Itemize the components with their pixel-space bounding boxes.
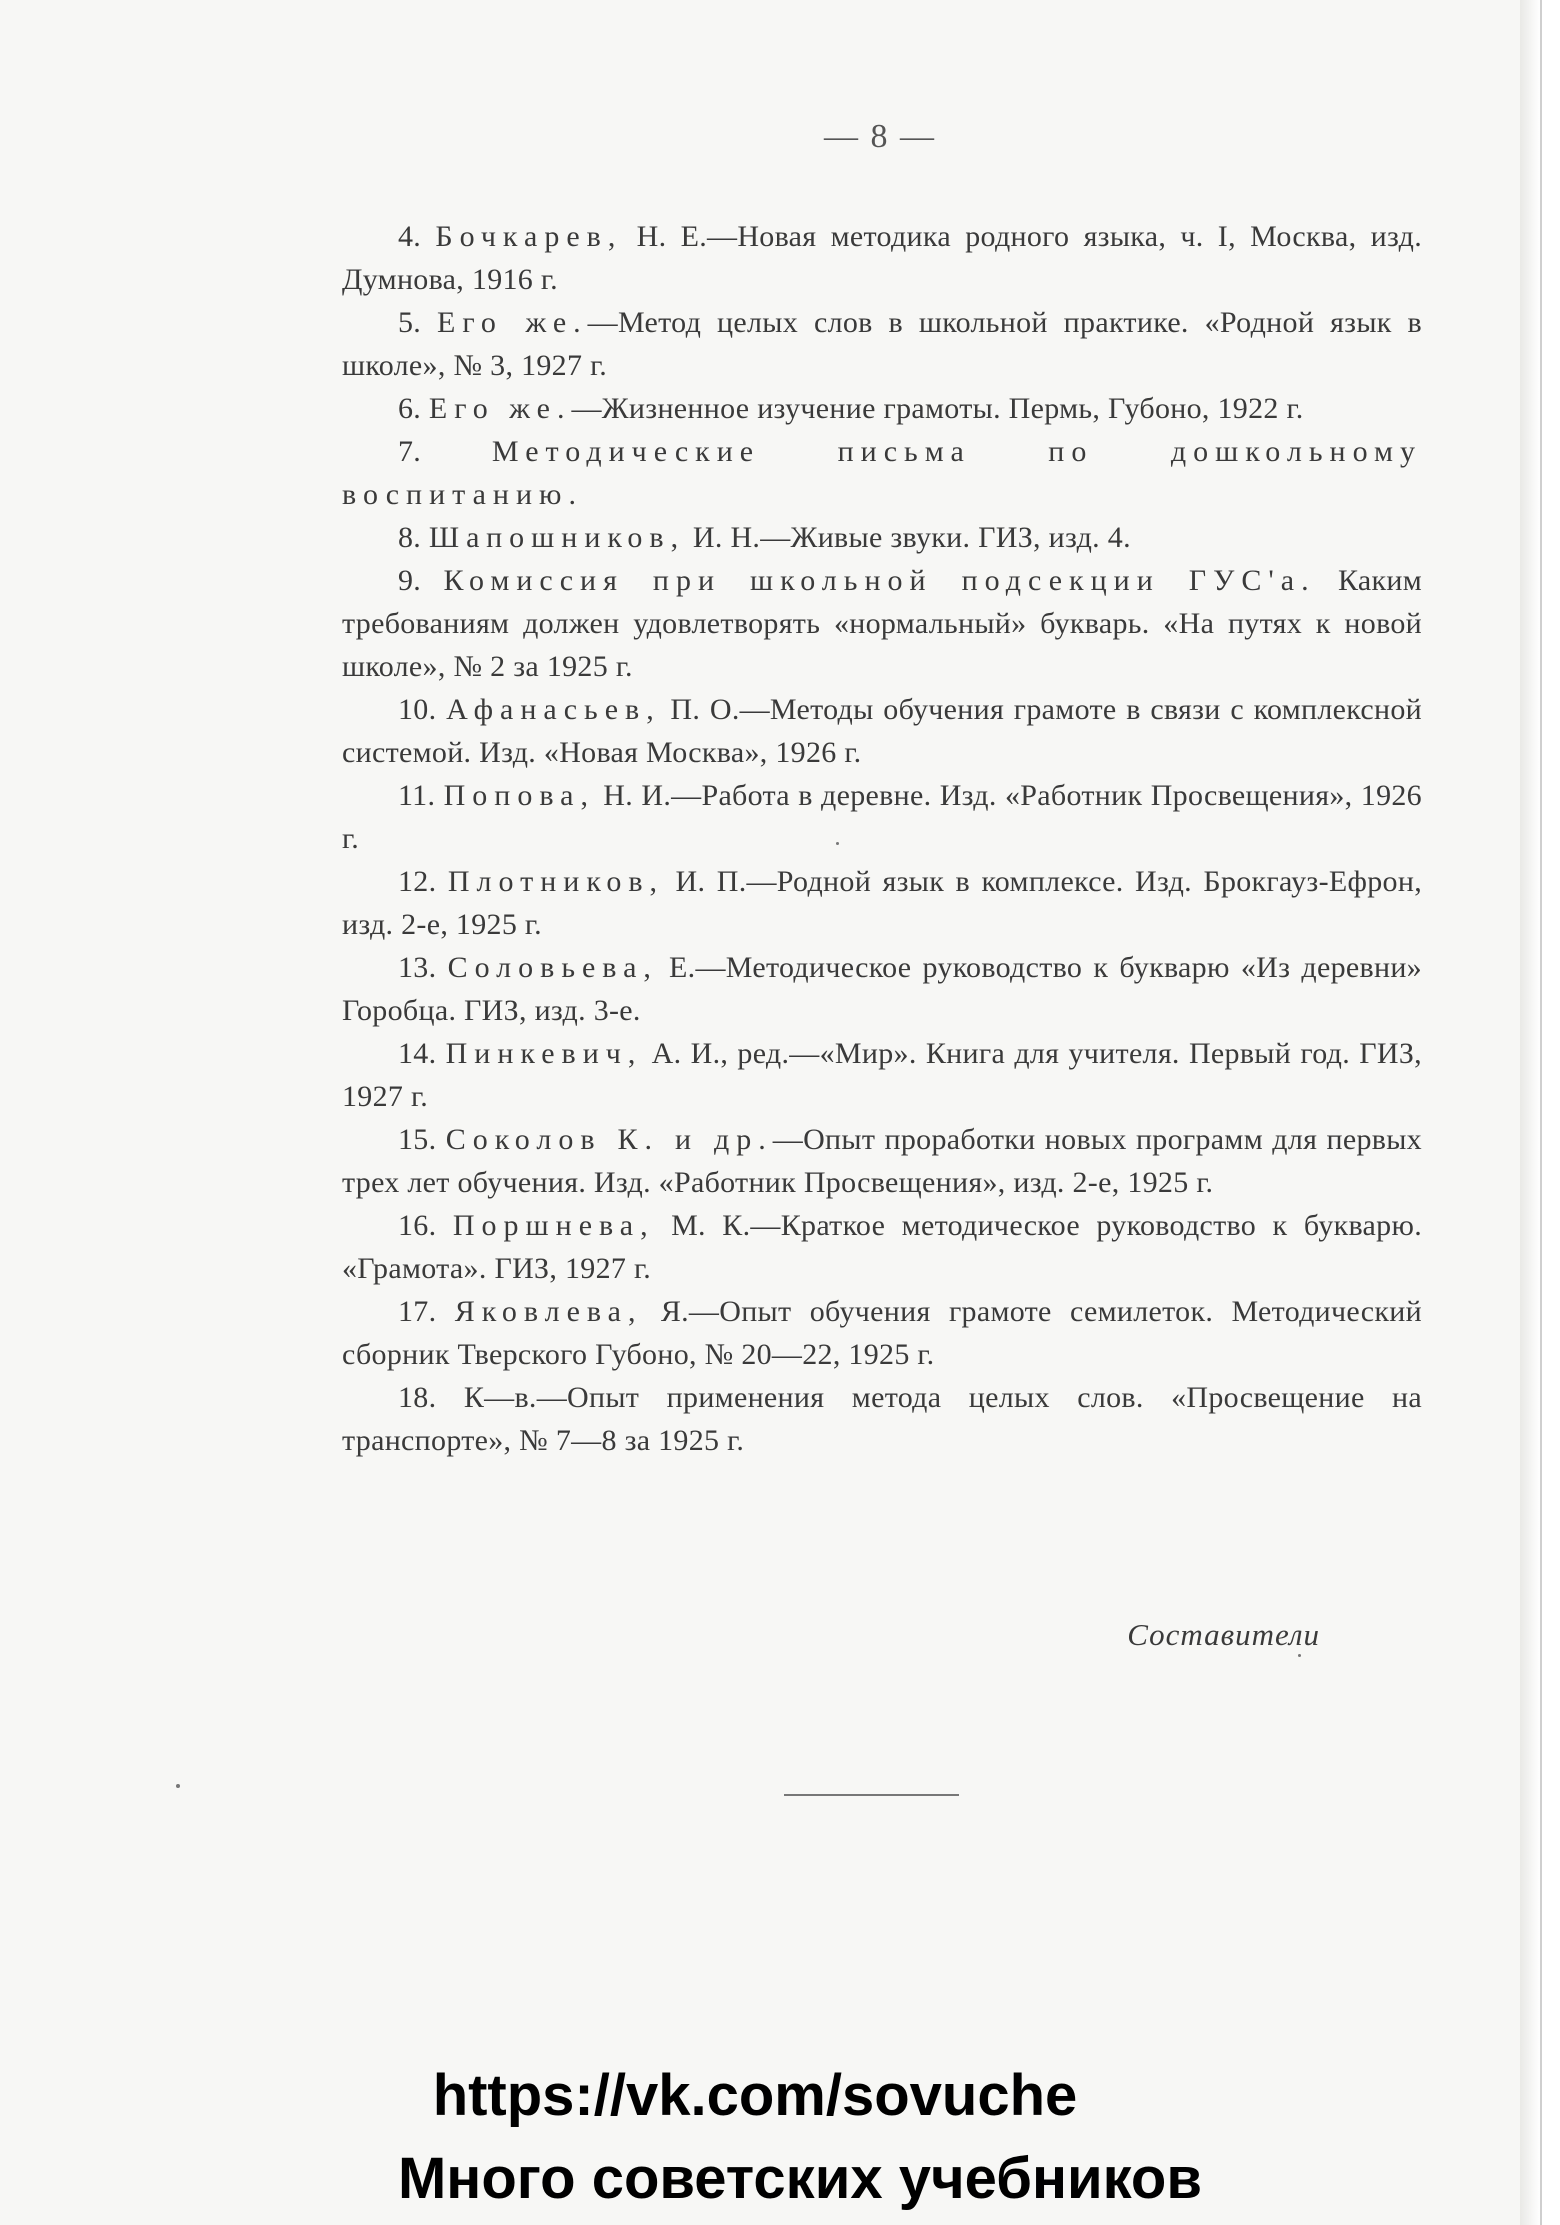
reference-details: П. О.—Методы обучения грамоте в связи с комплексной системой. Изд. «Новая Москва», 1926 г. [342,693,1422,769]
reference-number: 6. [398,392,422,425]
reference-author: Поршнева, [452,1209,655,1242]
reference-author: Шапошников, [428,521,686,554]
reference-details: —Жизненное изучение грамоты. Пермь, Губоно, 1922 г. [571,392,1304,425]
page-edge [1520,0,1540,2225]
reference-list [342,215,1422,1462]
reference-number: 14. [398,1037,437,1070]
reference-number: 4. [398,220,422,253]
reference-item [342,860,1422,946]
page-number: — 8 — [824,118,936,155]
reference-item [342,516,1422,559]
reference-details: —Опыт проработки новых программ для первых трех лет обучения. Изд. «Работник Просвещения», изд. 2-е, 1925 г. [342,1123,1422,1199]
scan-speck [836,842,839,845]
reference-number: 10. [398,693,437,726]
reference-author: Соловьева, [447,951,658,984]
reference-item [342,946,1422,1032]
reference-details: И. Н.—Живые звуки. ГИЗ, изд. 4. [685,521,1131,554]
reference-item [342,559,1422,688]
reference-details: М. К.—Краткое методическое руководство к букварю. «Грамота». ГИЗ, 1927 г. [342,1209,1422,1285]
scan-speck [1298,1654,1301,1657]
reference-number: 8. [398,521,422,554]
reference-item [342,1376,1422,1462]
reference-details: Каким требованиям должен удовлетворять «нормальный» букварь. «На путях к новой школе», № 2 за 1925 г. [342,564,1422,683]
reference-number: 11. [398,779,436,812]
reference-number: 17. [398,1295,437,1328]
reference-number: 9. [398,564,422,597]
reference-author: Его же. [437,306,588,339]
reference-number: 15. [398,1123,437,1156]
reference-details: Н. И.—Работа в деревне. Изд. «Работник Просвещения», 1926 г. [342,779,1422,855]
reference-details: Я.—Опыт обучения грамоте семилеток. Методический сборник Тверского Губоно, № 20—22, 1925 г. [342,1295,1422,1371]
reference-item [342,387,1422,430]
reference-item [342,774,1422,860]
reference-author: Плотников, [447,865,665,898]
reference-item [342,1290,1422,1376]
reference-number: 13. [398,951,437,984]
watermark-url: https://vk.com/sovuche [432,2063,1078,2128]
reference-details: К—в.—Опыт применения метода целых слов. «Просвещение на транспорте», № 7—8 за 1925 г. [342,1381,1422,1457]
reference-item [342,1118,1422,1204]
reference-author: Методические письма по дошкольному воспитанию. [342,435,1422,511]
reference-details: Е.—Методическое руководство к букварю «Из деревни» Горобца. ГИЗ, изд. 3-е. [342,951,1422,1027]
reference-item [342,688,1422,774]
reference-number: 16. [398,1209,437,1242]
watermark-text: Много советских учебников [397,2146,1202,2211]
reference-item [342,1204,1422,1290]
reference-number: 18. [398,1381,437,1414]
reference-details: —Метод целых слов в школьной практике. «Родной язык в школе», № 3, 1927 г. [342,306,1423,382]
reference-details: И. П.—Родной язык в комплексе. Изд. Брокгауз-Ефрон, изд. 2-е, 1925 г. [342,865,1422,941]
reference-author: Его же. [428,392,572,425]
signature: Составители [1127,1617,1320,1652]
reference-author: Попова, [443,779,595,812]
reference-number: 7. [398,435,422,468]
closing-rule [784,1794,959,1796]
reference-item [342,1032,1422,1118]
reference-author: Соколов К. и др. [445,1123,773,1156]
reference-details: А. И., ред.—«Мир». Книга для учителя. Первый год. ГИЗ, 1927 г. [342,1037,1422,1113]
reference-number: 12. [398,865,437,898]
reference-item [342,215,1422,301]
reference-author: Афанасьев, [446,693,661,726]
reference-author: Бочкарев, [435,220,623,253]
reference-details: Н. Е.—Новая методика родного языка, ч. I, Москва, изд. Думнова, 1916 г. [342,220,1422,296]
reference-author: Пинкевич, [445,1037,643,1070]
reference-item [342,430,1422,516]
reference-number: 5. [398,306,422,339]
reference-author: Яковлева, [454,1295,643,1328]
reference-item [342,301,1422,387]
scan-speck [176,1784,180,1788]
reference-author: Комиссия при школьной подсекции ГУС'а. [443,564,1316,597]
